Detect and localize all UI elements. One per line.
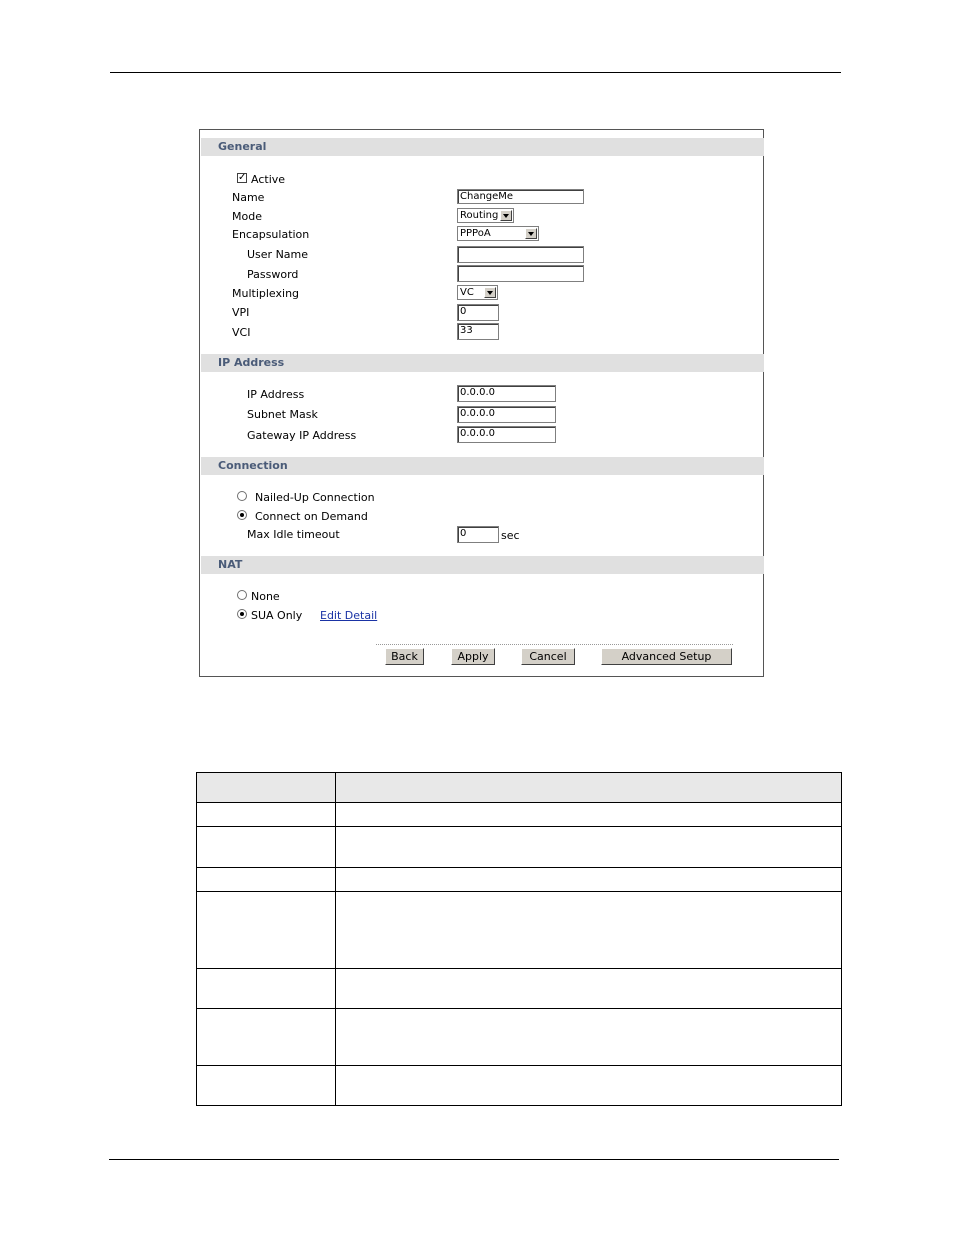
table-cell — [336, 773, 842, 803]
cancel-button[interactable]: Cancel — [521, 648, 575, 665]
subnet-mask-label: Subnet Mask — [247, 408, 318, 421]
section-nat-header — [201, 556, 764, 574]
nat-sua-only-label: SUA Only — [251, 609, 303, 622]
vpi-input[interactable]: 0 — [457, 304, 499, 321]
nat-none-label: None — [251, 590, 280, 603]
table-row — [197, 969, 842, 1009]
nat-none-radio[interactable] — [237, 590, 247, 600]
password-input[interactable] — [457, 265, 584, 282]
wan-setup-panel — [199, 129, 764, 677]
max-idle-timeout-input[interactable]: 0 — [457, 526, 499, 543]
gateway-ip-input[interactable]: 0.0.0.0 — [457, 426, 556, 443]
name-input[interactable]: ChangeMe — [457, 189, 584, 204]
vpi-label: VPI — [232, 306, 250, 319]
nailed-up-label: Nailed-Up Connection — [255, 491, 375, 504]
chevron-down-icon[interactable] — [484, 287, 496, 298]
table-row — [197, 868, 842, 892]
active-checkbox[interactable]: ✓ — [238, 172, 247, 183]
table-cell — [336, 1066, 842, 1106]
encapsulation-label: Encapsulation — [232, 228, 310, 241]
table-cell — [197, 892, 336, 969]
chevron-down-icon[interactable] — [500, 210, 512, 221]
connect-on-demand-label: Connect on Demand — [255, 510, 368, 523]
mode-select-value: Routing — [460, 210, 499, 221]
encapsulation-select-value: PPPoA — [460, 228, 491, 239]
table-cell — [197, 773, 336, 803]
table-cell — [336, 1009, 842, 1066]
advanced-setup-button[interactable]: Advanced Setup — [601, 648, 732, 665]
table-cell — [336, 969, 842, 1009]
password-label: Password — [247, 268, 299, 281]
chevron-down-icon[interactable] — [525, 228, 537, 239]
mode-label: Mode — [232, 210, 262, 223]
connect-on-demand-radio[interactable] — [237, 510, 247, 520]
section-nat-title: NAT — [218, 558, 243, 571]
section-ip-address-title: IP Address — [218, 356, 285, 369]
table-header-row — [197, 773, 842, 803]
table-row — [197, 803, 842, 827]
table-cell — [336, 827, 842, 868]
idle-unit-label: sec — [501, 529, 520, 542]
field-description-table — [196, 772, 842, 1106]
max-idle-timeout-label: Max Idle timeout — [247, 528, 340, 541]
table-row — [197, 1009, 842, 1066]
nailed-up-radio[interactable] — [237, 491, 247, 501]
section-general-title: General — [218, 140, 267, 153]
section-general-header — [201, 138, 764, 156]
section-connection-title: Connection — [218, 459, 288, 472]
table-cell — [197, 1009, 336, 1066]
apply-button[interactable]: Apply — [451, 648, 495, 665]
table-cell — [336, 868, 842, 892]
back-button[interactable]: Back — [385, 648, 424, 665]
table-cell — [197, 868, 336, 892]
section-connection-header — [201, 457, 764, 475]
table-cell — [197, 1066, 336, 1106]
user-name-label: User Name — [247, 248, 309, 261]
multiplexing-select[interactable] — [457, 285, 498, 300]
ip-address-label: IP Address — [247, 388, 305, 401]
mode-select[interactable] — [457, 208, 514, 223]
subnet-mask-input[interactable]: 0.0.0.0 — [457, 406, 556, 423]
table-cell — [197, 803, 336, 827]
user-name-input[interactable] — [457, 246, 584, 263]
table-cell — [197, 827, 336, 868]
header-rule — [110, 72, 841, 73]
button-divider — [376, 644, 733, 645]
nat-sua-only-radio[interactable] — [237, 609, 247, 619]
multiplexing-label: Multiplexing — [232, 287, 300, 300]
table-row — [197, 827, 842, 868]
edit-detail-link[interactable]: Edit Detail — [320, 609, 378, 622]
encapsulation-select[interactable] — [457, 226, 539, 241]
table-row — [197, 1066, 842, 1106]
footer-rule — [109, 1159, 839, 1160]
gateway-ip-label: Gateway IP Address — [247, 429, 357, 442]
vci-input[interactable]: 33 — [457, 323, 499, 340]
table-row — [197, 892, 842, 969]
ip-address-input[interactable]: 0.0.0.0 — [457, 385, 556, 402]
table-cell — [336, 892, 842, 969]
multiplexing-select-value: VC — [460, 287, 474, 298]
section-ip-address-header — [201, 354, 764, 372]
active-label: Active — [251, 173, 286, 186]
vci-label: VCI — [232, 326, 251, 339]
name-label: Name — [232, 191, 265, 204]
table-cell — [336, 803, 842, 827]
table-cell — [197, 969, 336, 1009]
